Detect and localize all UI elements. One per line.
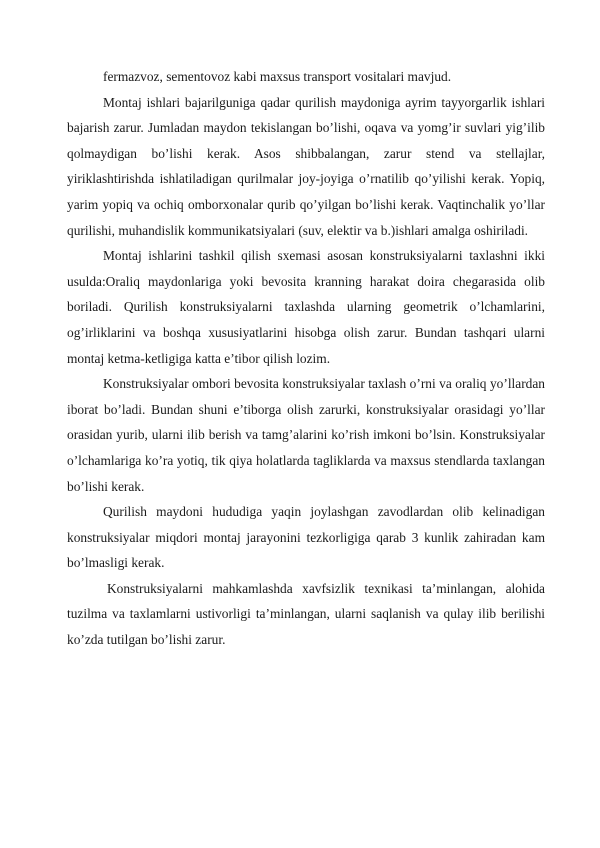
paragraph-4: Konstruksiyalar ombori bevosita konstruksiyalar taxlash o’rni va oraliq yo’llardan iborat bo’ladi. Bundan shuni e’tiborga olish zarurki, konstruksiyalar orasidagi yo’llar orasidan yurib, ularni ilib berish va tamg’alarini ko’rish imkoni bo’lsin. Konstruksiyalar o’lchamlariga ko’ra yotiq, tik qiya holatlarda tagliklarda va maxsus stendlarda taxlangan bo’lishi kerak. bbox=[67, 376, 545, 494]
paragraph-6: Konstruksiyalarni mahkamlashda xavfsizlik texnikasi ta’minlangan, alohida tuzilma va taxlamlarni ustivorligi ta’minlangan, ularni saqlanish va qulay ilib berilishi ko’zda tutilgan bo’lishi zarur. bbox=[67, 580, 545, 648]
paragraph-1: fermazvoz, sementovoz kabi maxsus transport vositalari mavjud. bbox=[103, 69, 452, 84]
document-body bbox=[67, 64, 545, 653]
paragraph-5: Qurilish maydoni hududiga yaqin joylashgan zavodlardan olib kelinadigan konstruksiyalar miqdori montaj jarayonini tezkorligiga qarab 3 kunlik zahiradan kam bo’lmasligi kerak. bbox=[67, 504, 545, 571]
paragraph-3: Montaj ishlarini tashkil qilish sxemasi asosan konstruksiyalarni taxlashni ikki usulda:Oraliq maydonlariga yoki bevosita kranning harakat doira chegarasida olib boriladi. Qurilish konstruksiyalarni taxlashda ularning geometrik o’lchamlarini, og’irliklarini va boshqa xususiyatlarini hisobga olish zarur. Bundan tashqari ularni montaj ketma-ketligiga katta e’tibor qilish lozim. bbox=[67, 248, 545, 366]
paragraph-2: Montaj ishlari bajarilguniga qadar qurilish maydoniga ayrim tayyorgarlik ishlari bajarish zarur. Jumladan maydon tekislangan bo’lishi, oqava va yomg’ir suvlari yig’ilib qolmaydigan bo’lishi kerak. Asos shibbalangan, zarur stend va stellajlar, yiriklashtirishda ishlatiladigan qurilmalar joy-joyiga o’rnatilib qo’yilishi kerak. Yopiq, yarim yopiq va ochiq omborxonalar qurib qo’yilgan bo’lishi kerak. Vaqtinchalik yo’llar qurilishi, muhandislik kommunikatsiyalari (suv, elektir va b.)ishlari amalga oshiriladi. bbox=[67, 94, 545, 238]
